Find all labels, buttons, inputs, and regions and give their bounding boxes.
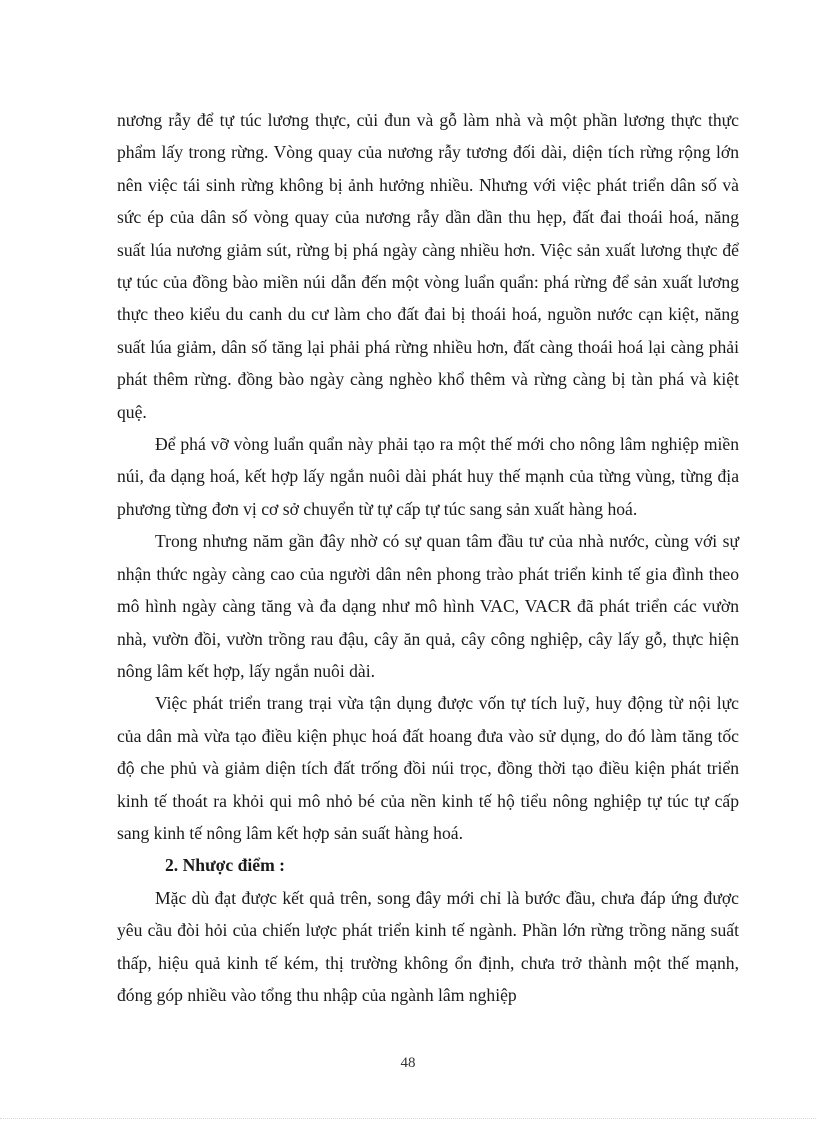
paragraph-2: Để phá vỡ vòng luẩn quẩn này phải tạo ra một thế mới cho nông lâm nghiệp miền núi, đa dạng hoá, kết hợp lấy ngắn nuôi dài phát huy thế mạnh của từng vùng, từng địa phương từng đơn vị cơ sở chuyển từ tự cấp tự túc sang sản xuất hàng hoá. [117,434,739,519]
paragraph-4: Việc phát triển trang trại vừa tận dụng được vốn tự tích luỹ, huy động từ nội lực của dân mà vừa tạo điều kiện phục hoá đất hoang đưa vào sử dụng, do đó làm tăng tốc độ che phủ và giảm diện tích đất trống đồi núi trọc, đồng thời tạo điều kiện phát triển kinh tế thoát ra khỏi qui mô nhỏ bé của nền kinh tế hộ tiểu nông nghiệp tự túc tự cấp sang kinh tế nông lâm kết hợp sản suất hàng hoá. [117,693,739,843]
paragraph-1: nương rẫy để tự túc lương thực, củi đun và gỗ làm nhà và một phần lương thực thực phẩm lấy trong rừng. Vòng quay của nương rẫy tương đối dài, diện tích rừng rộng lớn nên việc tái sinh rừng không bị ảnh hưởng nhiều. Nhưng với việc phát triển dân số và sức ép của dân số vòng quay của nương rẫy dần dần thu hẹp, đất đai thoái hoá, năng suất lúa nương giảm sút, rừng bị phá ngày càng nhiều hơn. Việc sản xuất lương thực để tự túc của đồng bào miền núi dẫn đến một vòng luẩn quẩn: phá rừng để sản xuất lương thực theo kiểu du canh du cư làm cho đất đai bị thoái hoá, nguồn nước cạn kiệt, năng suất lúa giảm, dân số tăng lại phải phá rừng nhiều hơn, đất càng thoái hoá lại càng phải phát thêm rừng. đồng bào ngày càng nghèo khổ thêm và rừng càng bị tàn phá và kiệt quệ. [117,110,739,422]
section-heading: 2. Nhược điểm : [165,855,285,876]
paragraph-5: Mặc dù đạt được kết quả trên, song đây mới chỉ là bước đầu, chưa đáp ứng được yêu cầu đòi hỏi của chiến lược phát triển kinh tế ngành. Phần lớn rừng trồng năng suất thấp, hiệu quả kinh tế kém, thị trường không ổn định, chưa trở thành một thế mạnh, đóng góp nhiều vào tổng thu nhập của ngành lâm nghiệp [117,887,739,1005]
document-body [117,104,739,1011]
page-number: 48 [400,1055,416,1071]
page-bottom-divider [0,1118,816,1119]
paragraph-3: Trong nhưng năm gần đây nhờ có sự quan tâm đầu tư của nhà nước, cùng với sự nhận thức ngày càng cao của người dân nên phong trào phát triển kinh tế gia đình theo mô hình ngày càng tăng và đa dạng như mô hình VAC, VACR đã phát triển các vườn nhà, vườn đồi, vườn trồng rau đậu, cây ăn quả, cây công nghiệp, cây lấy gỗ, thực hiện nông lâm kết hợp, lấy ngắn nuôi dài. [117,531,739,681]
